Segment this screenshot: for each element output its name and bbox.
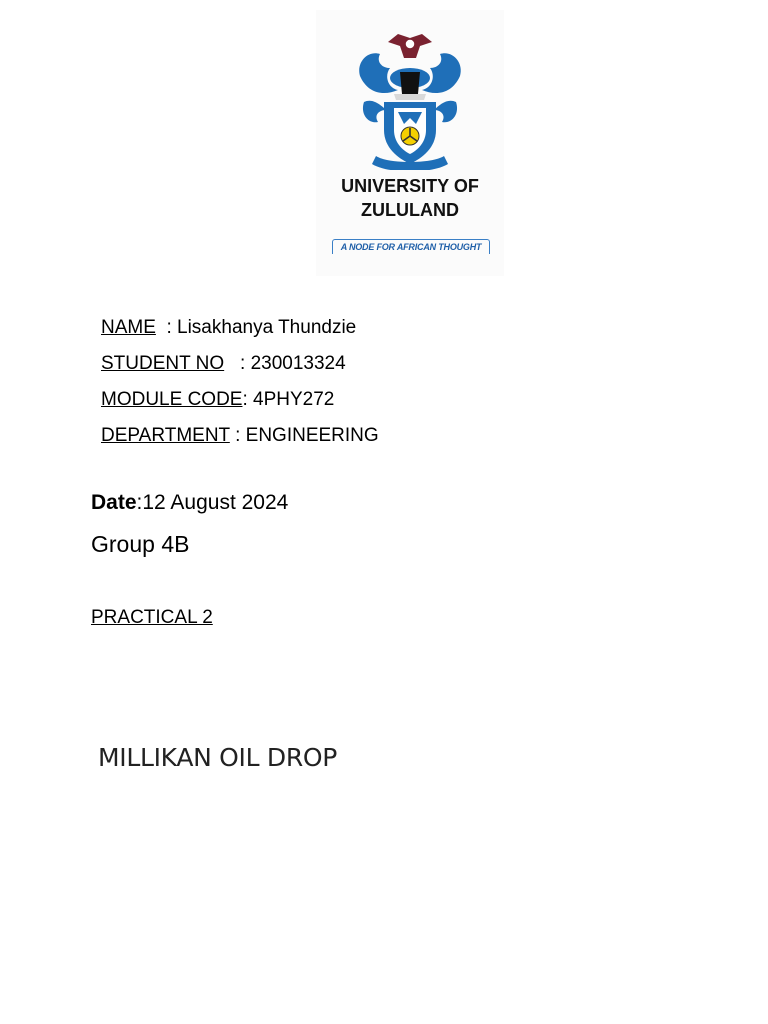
- university-logo: [316, 10, 504, 276]
- module-code-row: [101, 382, 379, 418]
- student-details: [101, 310, 379, 454]
- date-value: :12 August 2024: [136, 491, 289, 514]
- module-code-value: : 4PHY272: [242, 389, 335, 410]
- university-crest-icon: [354, 32, 466, 170]
- document-title: MILLIKAN OIL DROP: [98, 743, 338, 772]
- tagline-text: A NODE FOR AFRICAN THOUGHT: [340, 242, 482, 252]
- date-line: [91, 489, 288, 517]
- student-number-value: : 230013324: [224, 353, 346, 374]
- department-row: [101, 418, 379, 454]
- tagline-banner: [332, 239, 490, 254]
- name-label: NAME: [101, 317, 156, 338]
- name-value: : Lisakhanya Thundzie: [155, 317, 357, 338]
- student-number-row: [101, 346, 379, 382]
- group-label: Group 4B: [91, 531, 190, 557]
- student-number-label: STUDENT NO: [101, 353, 225, 374]
- department-label: DEPARTMENT: [101, 425, 230, 446]
- practical-label: PRACTICAL 2: [91, 607, 213, 628]
- department-value: : ENGINEERING: [229, 425, 379, 446]
- name-row: [101, 310, 379, 346]
- university-name-line1: UNIVERSITY OF: [341, 176, 479, 196]
- university-name: [316, 174, 504, 222]
- university-name-line2: ZULULAND: [361, 200, 459, 220]
- module-code-label: MODULE CODE: [101, 389, 243, 410]
- date-label: Date: [91, 491, 137, 514]
